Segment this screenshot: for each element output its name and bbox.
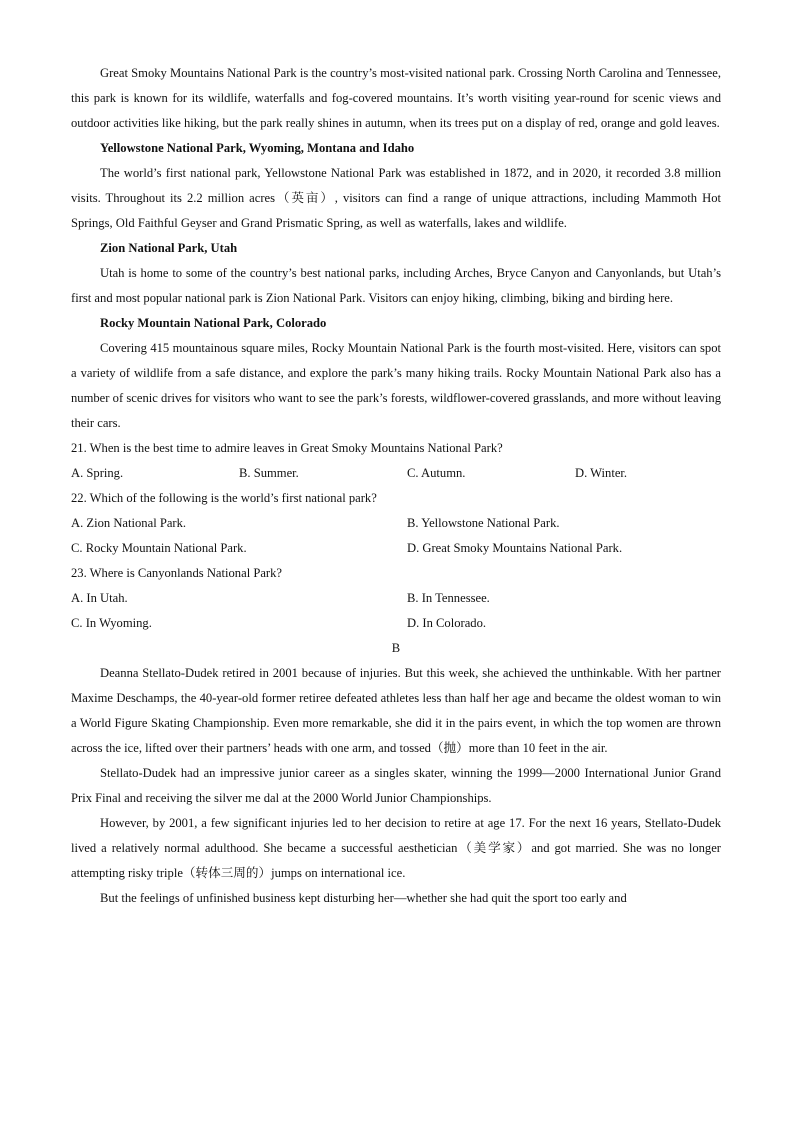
option: D. Winter.: [575, 466, 628, 480]
section-label-b: B: [391, 641, 401, 655]
passage-b-paragraph: Stellato-Dudek had an impressive junior career as a singles skater, winning the 1999—2000 International Junior Grand Prix Final and receiving the silver me dal at the 2000 World Junior Championships.: [71, 766, 721, 805]
option: A. Spring.: [71, 466, 124, 480]
question-23-options-row-2: [71, 611, 721, 636]
option: A. In Utah.: [71, 591, 128, 605]
question-21: 21. When is the best time to admire leaves in Great Smoky Mountains National Park?: [71, 441, 503, 455]
park-heading-rocky-mountain: Rocky Mountain National Park, Colorado: [100, 316, 327, 330]
option: B. Yellowstone National Park.: [407, 516, 560, 530]
passage-b-paragraph: However, by 2001, a few significant injuries led to her decision to retire at age 17. For the next 16 years, Stellato-Dudek lived a relatively normal adulthood. She became a successful aesthetician（美学家）and got married. She was no longer attempting risky triple（转体三周的）jumps on international ice.: [71, 816, 721, 880]
park-text-yellowstone: The world’s first national park, Yellowstone National Park was established in 1872, and in 2020, it recorded 3.8 million visits. Throughout its 2.2 million acres（英亩）, visitors can find a range of unique attractions, including Mammoth Hot Springs, Old Faithful Geyser and Grand Prismatic Spring, as well as waterfalls, lakes and wildlife.: [71, 166, 721, 230]
document-page: [71, 61, 721, 911]
option: C. In Wyoming.: [71, 616, 152, 630]
passage-a-intro: Great Smoky Mountains National Park is the country’s most-visited national park. Crossing North Carolina and Tennessee, this park is known for its wildlife, waterfalls and fog-covered mountains. It’s worth visiting year-round for scenic views and outdoor activities like hiking, but the park really shines in autumn, when its trees put on a display of red, orange and gold leaves.: [71, 66, 721, 130]
option: A. Zion National Park.: [71, 516, 187, 530]
passage-b-paragraph: But the feelings of unfinished business kept disturbing her—whether she had quit the sport too early and: [100, 891, 627, 905]
question-23: 23. Where is Canyonlands National Park?: [71, 566, 283, 580]
question-22-options-row-2: [71, 536, 721, 561]
option: B. Summer.: [239, 466, 299, 480]
option: C. Rocky Mountain National Park.: [71, 541, 247, 555]
question-22-options-row-1: [71, 511, 721, 536]
park-text-rocky-mountain: Covering 415 mountainous square miles, Rocky Mountain National Park is the fourth most-visited. Here, visitors can spot a variety of wildlife from a safe distance, and explore the park’s many hiking trails. Rocky Mountain National Park also has a number of scenic drives for visitors who want to see the park’s forests, wildflower-covered grasslands, and more without leaving their cars.: [71, 341, 721, 430]
question-22: 22. Which of the following is the world’s first national park?: [71, 491, 377, 505]
option: B. In Tennessee.: [407, 591, 490, 605]
question-21-options: [71, 461, 721, 486]
park-heading-yellowstone: Yellowstone National Park, Wyoming, Montana and Idaho: [100, 141, 415, 155]
question-23-options-row-1: [71, 586, 721, 611]
option: D. Great Smoky Mountains National Park.: [407, 541, 623, 555]
option: C. Autumn.: [407, 466, 466, 480]
option: D. In Colorado.: [407, 616, 487, 630]
passage-b-paragraph: Deanna Stellato-Dudek retired in 2001 because of injuries. But this week, she achieved the unthinkable. With her partner Maxime Deschamps, the 40-year-old former retiree defeated athletes less than half her age and became the oldest woman to win a World Figure Skating Championship. Even more remarkable, she did it in the pairs event, in which the top women are thrown across the ice, lifted over their partners’ heads with one arm, and tossed（抛）more than 10 feet in the air.: [71, 666, 721, 755]
park-heading-zion: Zion National Park, Utah: [100, 241, 238, 255]
park-text-zion: Utah is home to some of the country’s best national parks, including Arches, Bryce Canyon and Canyonlands, but Utah’s first and most popular national park is Zion National Park. Visitors can enjoy hiking, climbing, biking and birding here.: [71, 266, 721, 305]
